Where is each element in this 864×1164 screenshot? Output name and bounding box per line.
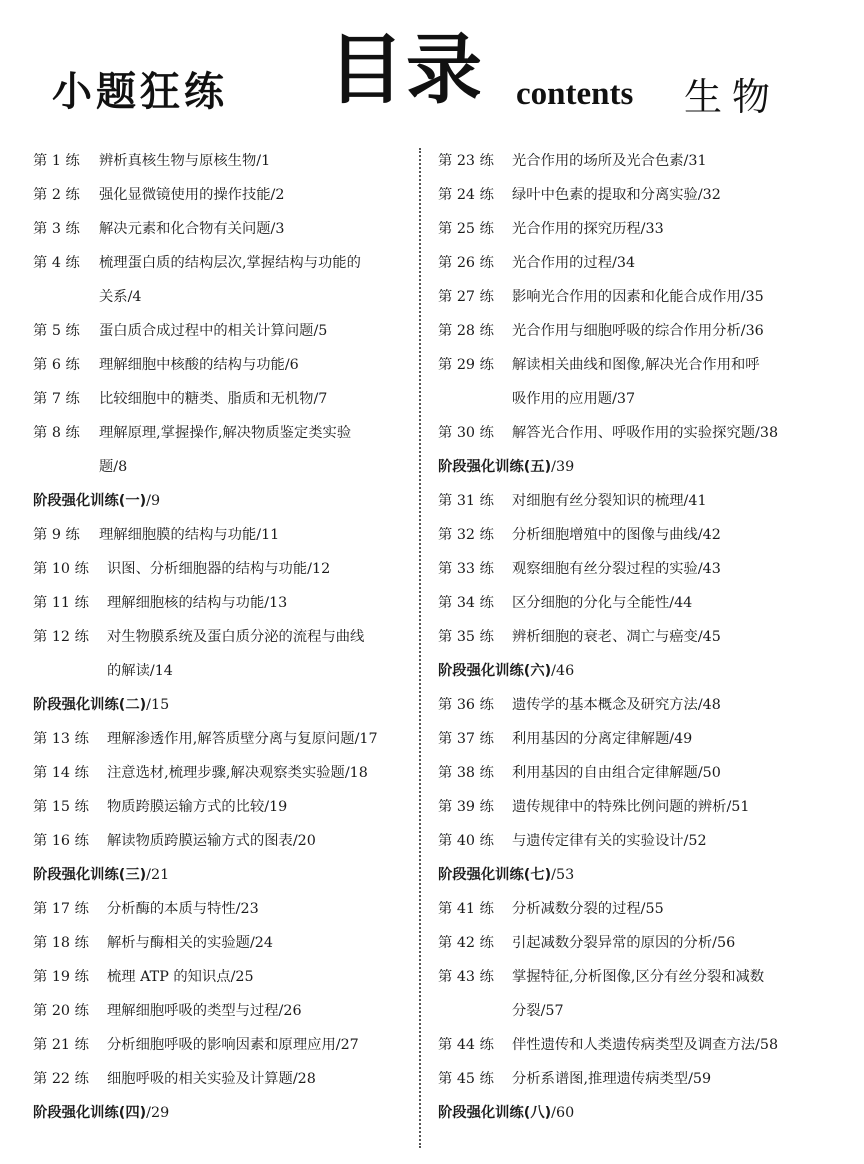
exercise-title: 引起减数分裂异常的原因的分析/56 — [512, 935, 736, 951]
exercise-number: 第 19 练 — [33, 969, 89, 985]
toc-entry[interactable] — [438, 1032, 833, 1066]
exercise-title: 梳理 ATP 的知识点/25 — [107, 969, 254, 985]
exercise-title: 掌握特征,分析图像,区分有丝分裂和减数 — [512, 969, 765, 985]
toc-entry[interactable] — [438, 148, 833, 182]
exercise-number: 第 2 练 — [33, 187, 80, 203]
stage-title: 阶段强化训练(七) — [438, 867, 552, 883]
exercise-title: 对生物膜系统及蛋白质分泌的流程与曲线 — [107, 629, 365, 645]
exercise-title: 分析酶的本质与特性/23 — [107, 901, 259, 917]
toc-entry[interactable] — [438, 1066, 833, 1100]
toc-entry[interactable] — [438, 692, 833, 726]
toc-entry[interactable] — [438, 556, 833, 590]
exercise-title: 物质跨膜运输方式的比较/19 — [107, 799, 288, 815]
stage-title: 阶段强化训练(二) — [33, 697, 147, 713]
exercise-number: 第 37 练 — [438, 731, 494, 747]
exercise-number: 第 41 练 — [438, 901, 494, 917]
stage-training-heading[interactable] — [438, 862, 833, 896]
toc-entry[interactable] — [438, 726, 833, 760]
exercise-title: 遗传规律中的特殊比例问题的辨析/51 — [512, 799, 750, 815]
exercise-title: 解读物质跨膜运输方式的图表/20 — [107, 833, 316, 849]
exercise-number: 第 3 练 — [33, 221, 80, 237]
toc-entry[interactable] — [438, 318, 833, 352]
exercise-number: 第 25 练 — [438, 221, 494, 237]
exercise-number: 第 42 练 — [438, 935, 494, 951]
exercise-number: 第 5 练 — [33, 323, 80, 339]
exercise-title: 分裂/57 — [512, 1003, 564, 1019]
column-divider — [419, 148, 421, 1148]
exercise-title: 分析细胞呼吸的影响因素和原理应用/27 — [107, 1037, 359, 1053]
exercise-number: 第 12 练 — [33, 629, 89, 645]
toc-right-column — [438, 148, 833, 1134]
toc-entry[interactable] — [33, 930, 408, 964]
exercise-number: 第 29 练 — [438, 357, 494, 373]
toc-entry[interactable] — [438, 896, 833, 930]
exercise-title: 遗传学的基本概念及研究方法/48 — [512, 697, 721, 713]
exercise-number: 第 10 练 — [33, 561, 89, 577]
exercise-title: 比较细胞中的糖类、脂质和无机物/7 — [99, 391, 328, 407]
exercise-number: 第 34 练 — [438, 595, 494, 611]
exercise-number: 第 33 练 — [438, 561, 494, 577]
exercise-title: 分析系谱图,推理遗传病类型/59 — [512, 1071, 712, 1087]
stage-page-number: /29 — [146, 1105, 170, 1121]
exercise-number: 第 13 练 — [33, 731, 89, 747]
toc-entry[interactable] — [33, 726, 408, 760]
toc-entry[interactable] — [33, 318, 408, 352]
toc-entry[interactable] — [33, 250, 408, 318]
toc-entry[interactable] — [438, 352, 833, 420]
exercise-title: 光合作用与细胞呼吸的综合作用分析/36 — [512, 323, 764, 339]
toc-entry[interactable] — [438, 624, 833, 658]
stage-training-heading[interactable] — [438, 658, 833, 692]
toc-entry[interactable] — [33, 896, 408, 930]
toc-entry[interactable] — [438, 284, 833, 318]
exercise-title: 辨析细胞的衰老、凋亡与癌变/45 — [512, 629, 721, 645]
stage-page-number: /60 — [551, 1105, 575, 1121]
exercise-title: 与遗传定律有关的实验设计/52 — [512, 833, 707, 849]
stage-title: 阶段强化训练(一) — [33, 493, 147, 509]
toc-left-column — [33, 148, 408, 1134]
toc-entry[interactable] — [33, 590, 408, 624]
stage-page-number: /53 — [551, 867, 575, 883]
exercise-title: 区分细胞的分化与全能性/44 — [512, 595, 693, 611]
toc-entry[interactable] — [33, 556, 408, 590]
toc-entry[interactable] — [33, 182, 408, 216]
exercise-title: 绿叶中色素的提取和分离实验/32 — [512, 187, 721, 203]
exercise-title: 识图、分析细胞器的结构与功能/12 — [107, 561, 331, 577]
exercise-number: 第 8 练 — [33, 425, 80, 441]
stage-page-number: /21 — [146, 867, 170, 883]
toc-entry[interactable] — [33, 386, 408, 420]
exercise-title: 题/8 — [99, 459, 128, 475]
toc-entry[interactable] — [33, 1032, 408, 1066]
page-title: 目录 — [328, 25, 484, 114]
exercise-number: 第 16 练 — [33, 833, 89, 849]
exercise-title: 理解细胞呼吸的类型与过程/26 — [107, 1003, 302, 1019]
exercise-number: 第 9 练 — [33, 527, 80, 543]
exercise-number: 第 45 练 — [438, 1071, 494, 1087]
exercise-title: 理解原理,掌握操作,解决物质鉴定类实验 — [99, 425, 352, 441]
toc-entry[interactable] — [438, 828, 833, 862]
header — [0, 0, 864, 130]
exercise-title: 强化显微镜使用的操作技能/2 — [99, 187, 285, 203]
exercise-number: 第 43 练 — [438, 969, 494, 985]
stage-title: 阶段强化训练(四) — [33, 1105, 147, 1121]
exercise-number: 第 32 练 — [438, 527, 494, 543]
page-title-english: contents — [516, 76, 634, 112]
toc-entry[interactable] — [33, 998, 408, 1032]
stage-title: 阶段强化训练(八) — [438, 1105, 552, 1121]
toc-entry[interactable] — [33, 148, 408, 182]
toc-entry[interactable] — [438, 794, 833, 828]
exercise-title: 的解读/14 — [107, 663, 173, 679]
exercise-number: 第 31 练 — [438, 493, 494, 509]
exercise-number: 第 36 练 — [438, 697, 494, 713]
exercise-title: 理解细胞中核酸的结构与功能/6 — [99, 357, 299, 373]
exercise-title: 伴性遗传和人类遗传病类型及调查方法/58 — [512, 1037, 779, 1053]
stage-training-heading[interactable] — [33, 862, 408, 896]
stage-page-number: /39 — [551, 459, 575, 475]
exercise-number: 第 44 练 — [438, 1037, 494, 1053]
toc-entry[interactable] — [438, 760, 833, 794]
toc-entry[interactable] — [438, 420, 833, 454]
exercise-number: 第 15 练 — [33, 799, 89, 815]
exercise-title: 光合作用的过程/34 — [512, 255, 636, 271]
exercise-title: 梳理蛋白质的结构层次,掌握结构与功能的 — [99, 255, 361, 271]
exercise-title: 理解渗透作用,解答质壁分离与复原问题/17 — [107, 731, 378, 747]
toc-entry[interactable] — [33, 1066, 408, 1100]
exercise-number: 第 11 练 — [33, 595, 89, 611]
exercise-number: 第 30 练 — [438, 425, 494, 441]
stage-training-heading[interactable] — [438, 454, 833, 488]
series-title: 小题狂练 — [52, 69, 228, 115]
exercise-number: 第 7 练 — [33, 391, 80, 407]
exercise-title: 解决元素和化合物有关问题/3 — [99, 221, 285, 237]
stage-page-number: /9 — [146, 493, 161, 509]
exercise-number: 第 40 练 — [438, 833, 494, 849]
toc-entry[interactable] — [438, 522, 833, 556]
stage-training-heading[interactable] — [33, 488, 408, 522]
exercise-number: 第 22 练 — [33, 1071, 89, 1087]
toc-entry[interactable] — [33, 828, 408, 862]
exercise-number: 第 35 练 — [438, 629, 494, 645]
exercise-title: 关系/4 — [99, 289, 142, 305]
exercise-title: 分析细胞增殖中的图像与曲线/42 — [512, 527, 721, 543]
exercise-title: 理解细胞膜的结构与功能/11 — [99, 527, 280, 543]
toc-entry[interactable] — [33, 964, 408, 998]
exercise-title: 光合作用的探究历程/33 — [512, 221, 664, 237]
exercise-number: 第 27 练 — [438, 289, 494, 305]
exercise-number: 第 17 练 — [33, 901, 89, 917]
exercise-number: 第 4 练 — [33, 255, 80, 271]
exercise-title: 细胞呼吸的相关实验及计算题/28 — [107, 1071, 316, 1087]
exercise-number: 第 14 练 — [33, 765, 89, 781]
exercise-title: 分析减数分裂的过程/55 — [512, 901, 664, 917]
exercise-number: 第 39 练 — [438, 799, 494, 815]
toc-entry[interactable] — [33, 216, 408, 250]
stage-title: 阶段强化训练(三) — [33, 867, 147, 883]
exercise-number: 第 21 练 — [33, 1037, 89, 1053]
subject-label: 生物 — [684, 75, 781, 119]
stage-title: 阶段强化训练(五) — [438, 459, 552, 475]
toc-entry[interactable] — [438, 216, 833, 250]
exercise-title: 蛋白质合成过程中的相关计算问题/5 — [99, 323, 328, 339]
toc-entry[interactable] — [33, 794, 408, 828]
exercise-number: 第 38 练 — [438, 765, 494, 781]
toc-entry[interactable] — [33, 522, 408, 556]
exercise-number: 第 24 练 — [438, 187, 494, 203]
exercise-title: 解答光合作用、呼吸作用的实验探究题/38 — [512, 425, 779, 441]
exercise-number: 第 20 练 — [33, 1003, 89, 1019]
toc-entry[interactable] — [33, 624, 408, 692]
toc-entry[interactable] — [33, 420, 408, 488]
toc-entry[interactable] — [438, 590, 833, 624]
toc-entry[interactable] — [438, 182, 833, 216]
exercise-title: 理解细胞核的结构与功能/13 — [107, 595, 288, 611]
stage-title: 阶段强化训练(六) — [438, 663, 552, 679]
exercise-number: 第 18 练 — [33, 935, 89, 951]
exercise-title: 解析与酶相关的实验题/24 — [107, 935, 273, 951]
exercise-number: 第 28 练 — [438, 323, 494, 339]
toc-entry[interactable] — [33, 352, 408, 386]
exercise-number: 第 23 练 — [438, 153, 494, 169]
exercise-number: 第 26 练 — [438, 255, 494, 271]
exercise-title: 影响光合作用的因素和化能合成作用/35 — [512, 289, 764, 305]
exercise-title: 利用基因的分离定律解题/49 — [512, 731, 693, 747]
toc-entry[interactable] — [33, 760, 408, 794]
exercise-title: 利用基因的自由组合定律解题/50 — [512, 765, 721, 781]
watermark-blur — [490, 1122, 620, 1152]
stage-training-heading[interactable] — [33, 692, 408, 726]
toc-entry[interactable] — [438, 488, 833, 522]
exercise-title: 观察细胞有丝分裂过程的实验/43 — [512, 561, 721, 577]
exercise-title: 注意选材,梳理步骤,解决观察类实验题/18 — [107, 765, 368, 781]
stage-training-heading[interactable] — [33, 1100, 408, 1134]
toc-entry[interactable] — [438, 250, 833, 284]
exercise-title: 对细胞有丝分裂知识的梳理/41 — [512, 493, 707, 509]
stage-page-number: /46 — [551, 663, 575, 679]
stage-page-number: /15 — [146, 697, 170, 713]
exercise-title: 吸作用的应用题/37 — [512, 391, 636, 407]
exercise-number: 第 6 练 — [33, 357, 80, 373]
exercise-title: 光合作用的场所及光合色素/31 — [512, 153, 707, 169]
exercise-number: 第 1 练 — [33, 153, 80, 169]
toc-entry[interactable] — [438, 930, 833, 964]
toc-entry[interactable] — [438, 964, 833, 1032]
exercise-title: 辨析真核生物与原核生物/1 — [99, 153, 271, 169]
exercise-title: 解读相关曲线和图像,解决光合作用和呼 — [512, 357, 760, 373]
